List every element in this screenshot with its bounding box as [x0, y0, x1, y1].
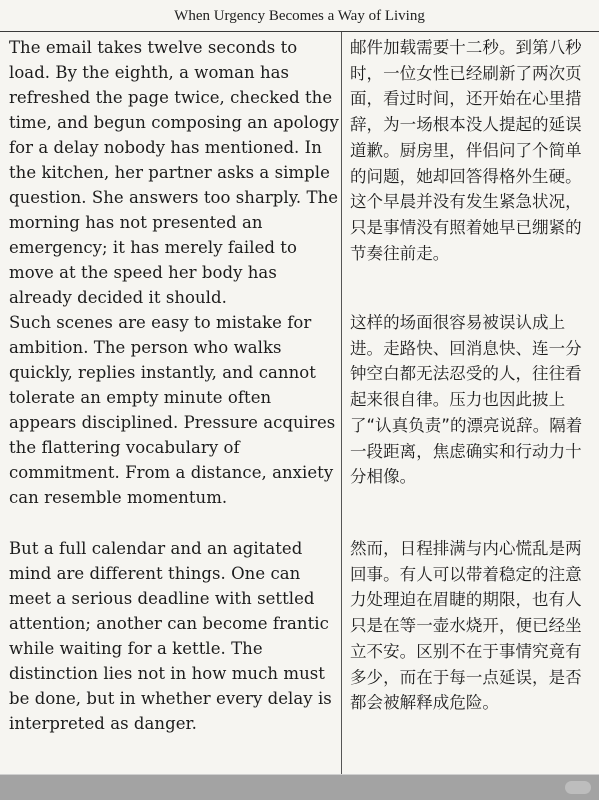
header-divider [0, 31, 599, 32]
bottom-bar [0, 775, 599, 800]
english-paragraph-3: But a full calendar and an agitated mind are different things. One can meet a serious deadline with settled attention; another can become frantic while waiting for a kettle. The distinction lies not in how much must be done, but in whether every delay is interpreted as danger. [9, 539, 332, 733]
chinese-paragraph-1: 邮件加载需要十二秒。到第八秒时，一位女性已经刷新了两次页面，看过时间，还开始在心里措辞，为一场根本没人提起的延误道歉。厨房里，伴侣问了个简单的问题，她却回答得格外生硬。这个早晨并没有发生紧急状况，只是事情没有照着她早已绷紧的节奏往前走。 [350, 38, 582, 263]
english-paragraph-2: Such scenes are easy to mistake for ambition. The person who walks quickly, replies instantly, and cannot tolerate an empty minute often appears disciplined. Pressure acquires the flattering vocabulary of commitment. From a distance, anxiety can resemble momentum. [9, 313, 336, 507]
english-paragraph-1: The email takes twelve seconds to load. By the eighth, a woman has refreshed the page twice, checked the time, and begun composing an apology for a delay nobody has mentioned. In the kitchen, her partner asks a simple question. She answers too sharply. The morning has not presented an emergency; it has merely failed to move at the speed her body has already decided it should. [9, 38, 339, 307]
watermark-badge [565, 781, 591, 794]
chinese-paragraph-3: 然而，日程排满与内心慌乱是两回事。有人可以带着稳定的注意力处理迫在眉睫的期限，也有人只是在等一壶水烧开，便已经坐立不安。区别不在于事情究竟有多少，而在于每一点延误，是否都会被解释成危险。 [350, 539, 582, 713]
page-title: When Urgency Becomes a Way of Living [174, 8, 425, 24]
column-divider [341, 32, 342, 774]
chinese-paragraph-2: 这样的场面很容易被误认成上进。走路快、回消息快、连一分钟空白都无法忍受的人，往往看起来很自律。压力也因此披上了“认真负责”的漂亮说辞。隔着一段距离，焦虑确实和行动力十分相像。 [350, 313, 583, 487]
